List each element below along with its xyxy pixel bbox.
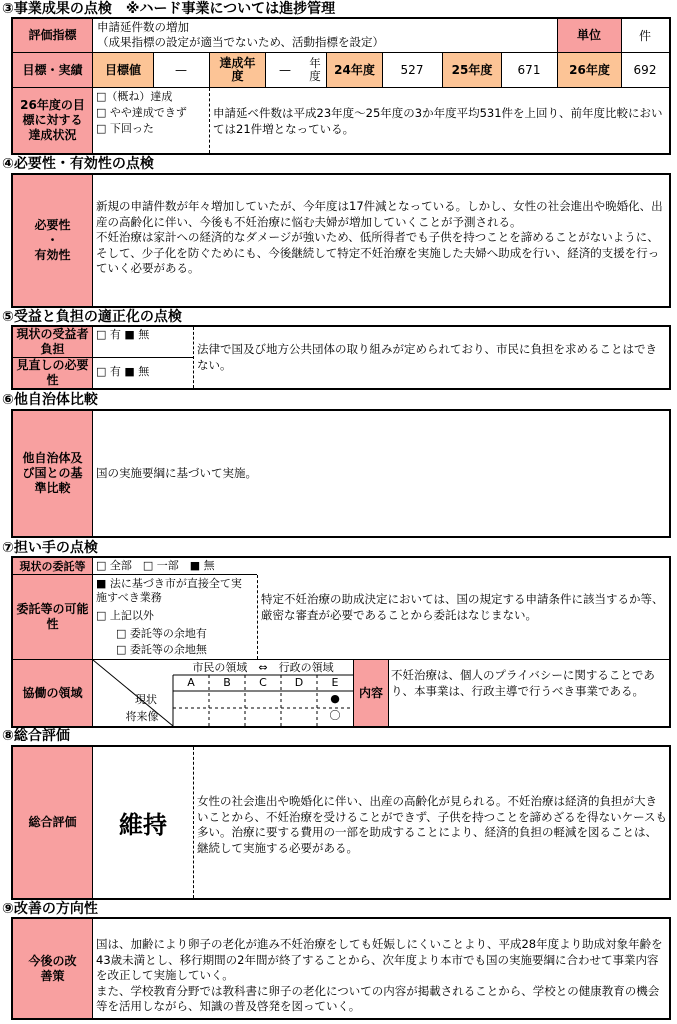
divider <box>193 327 194 388</box>
status-text: 申請延べ件数は平成23年度～25年度の3か年度平均531件を上回り、前年度比較においては21件増となっている。 <box>213 106 663 136</box>
content-label: 内容 <box>354 660 388 726</box>
option-other: □ 上記以外 <box>96 609 154 622</box>
necessity-text: 新規の申請件数が年々増加していたが、今年度は17件減となっている。しかし、女性の社会進出や晩婚化、出産の高齢化に伴い、今後も不妊治療に悩む夫婦が増加していくことが予測される。 不妊治療は家計への経済的なダメージが強いため、低所得者でも子供を持つことを諦めることがないように、そして、少子化を防ぐためにも、今後継続して特定不妊治療を実施した夫婦へ助成を行い、経済的支援を行っていく必要がある。 <box>96 199 663 275</box>
improvement-label: 今後の改善策 <box>13 919 92 1018</box>
divider <box>209 88 210 153</box>
domain-a: A <box>187 676 195 689</box>
unit-label: 単位 <box>557 19 621 52</box>
comparison-text: 国の実施要綱に基づいて実施。 <box>96 466 257 480</box>
divider <box>257 575 258 659</box>
section5-box <box>11 325 671 390</box>
overall-text: 女性の社会進出や晩婚化に伴い、出産の高齢化が見られる。不妊治療は経済的負担が大きいことから、不妊治療を受けることができず、子供を持つことを諦めざるを得ないケースも多い。治療に要する費用の一部を助成することにより、経済的負担の軽減を図ることは、継続して実施する必要がある。 <box>197 794 667 855</box>
delegation-status-options: □ 全部 □ 一部 ■ 無 <box>96 559 215 572</box>
content-text: 不妊治療は、個人のプライバシーに関することであり、本事業は、行政主導で行うべき事業である。 <box>391 668 655 698</box>
improvement-text: 国は、加齢により卵子の老化が進み不妊治療をしても妊娠しにくいことより、平成28年度より助成対象年齢を43歳未満とし、移行期間の2年間が終了することから、次年度より本市でも国の実施要綱に合わせて事業内容を改正して実施していく。 また、学校教育分野では教科書に卵子の老化についての内容が掲載されることから、学校との健康教育の機会等を活用しながら、知識の普及啓発を図っていく。 <box>96 937 663 1013</box>
divider <box>92 19 93 52</box>
indicator-label: 評価指標 <box>13 19 92 52</box>
y26-value: 692 <box>633 63 657 77</box>
collab-label: 協働の領域 <box>13 660 92 726</box>
future-row-label: 将来像 <box>125 710 159 723</box>
option-room-no: □ 委託等の余地無 <box>116 643 207 656</box>
section7-box <box>11 556 671 728</box>
divider <box>621 19 622 52</box>
achieve-year-value: — <box>279 63 291 77</box>
divider <box>557 19 558 52</box>
divider <box>92 327 93 388</box>
section4-heading: ④必要性・有効性の点検 <box>2 156 154 172</box>
section8-heading: ⑧総合評価 <box>2 728 70 744</box>
divider <box>92 175 93 306</box>
section3-heading: ③事業成果の点検 ※ハード事業については進捗管理 <box>2 1 336 17</box>
year-suffix: 年度 <box>309 56 321 83</box>
divider <box>265 53 266 87</box>
divider <box>92 88 93 153</box>
divider <box>621 53 622 87</box>
divider <box>388 660 389 726</box>
section9-box <box>11 917 671 1020</box>
indicator-text <box>97 20 557 50</box>
section5-heading: ⑤受益と負担の適正化の点検 <box>2 309 182 325</box>
overall-label: 総合評価 <box>13 747 92 898</box>
section6-heading: ⑥他自治体比較 <box>2 392 98 408</box>
section6-box <box>11 409 671 538</box>
divider <box>13 87 669 88</box>
divider <box>193 747 194 898</box>
section7-heading: ⑦担い手の点検 <box>2 540 98 556</box>
domain-c: C <box>259 676 267 689</box>
current-burden-options: □ 有 ■ 無 <box>96 328 150 341</box>
section4-box <box>11 173 671 308</box>
status-option-slightly: □ やや達成できず <box>96 106 187 119</box>
comparison-label: 他自治体及び国との基準比較 <box>13 411 92 536</box>
review-need-label: 見直しの必要性 <box>13 358 92 388</box>
review-need-options: □ 有 ■ 無 <box>96 365 150 378</box>
status-label: 26年度の目標に対する達成状況 <box>13 88 92 153</box>
domain-header: 市民の領域 ⇔ 行政の領域 <box>192 661 334 674</box>
y25-value: 671 <box>517 63 541 77</box>
y24-value: 527 <box>400 63 424 77</box>
divider <box>557 53 558 87</box>
achieve-year-label: 達成年度 <box>210 53 265 87</box>
status-option-below: □ 下回った <box>96 122 154 135</box>
burden-text: 法律で国及び地方公共団体の取り組みが定められており、市民に負担を求めることはできない。 <box>197 342 657 372</box>
unit-value: 件 <box>638 29 651 43</box>
y24-label: 24年度 <box>327 53 382 87</box>
future-mark-e: 〇 <box>329 709 341 722</box>
divider <box>442 53 443 87</box>
section8-box <box>11 745 671 900</box>
delegation-status-label: 現状の委託等 <box>13 558 92 574</box>
divider <box>209 53 210 87</box>
divider <box>92 919 93 1018</box>
current-burden-label: 現状の受益者負担 <box>13 327 92 357</box>
divider <box>326 53 327 87</box>
domain-e: E <box>331 676 339 689</box>
target-value: — <box>175 63 187 77</box>
current-mark-e: ● <box>330 692 340 705</box>
divider <box>92 53 93 87</box>
domain-b: B <box>223 676 231 689</box>
section3-box <box>11 17 671 155</box>
indicator-line2: （成果指標の設定が適当でないため、活動指標を設定） <box>97 35 385 49</box>
divider <box>153 53 154 87</box>
divider <box>92 411 93 536</box>
y25-label: 25年度 <box>443 53 501 87</box>
option-law: ■ 法に基づき市が直接全て実施すべき業務 <box>96 577 242 604</box>
indicator-line1: 申請延件数の増加 <box>97 20 189 34</box>
delegation-text: 特定不妊治療の助成決定においては、国の規定する申請条件に該当するか等、厳密な審査が必要であることから委託はなじまない。 <box>261 592 664 622</box>
target-value-label: 目標値 <box>93 53 153 87</box>
status-option-achieved: □（概ね）達成 <box>96 90 173 103</box>
y26-label: 26年度 <box>558 53 621 87</box>
divider <box>382 53 383 87</box>
current-row-label: 現状 <box>135 693 157 706</box>
section9-heading: ⑨改善の方向性 <box>2 901 98 917</box>
delegation-possibility-label: 委託等の可能性 <box>13 575 92 659</box>
domain-d: D <box>294 676 304 689</box>
target-label: 目標・実績 <box>13 53 92 87</box>
divider <box>501 53 502 87</box>
necessity-label: 必要性 ・ 有効性 <box>13 175 92 306</box>
option-room-yes: □ 委託等の余地有 <box>116 627 207 640</box>
overall-verdict: 維持 <box>119 811 167 839</box>
